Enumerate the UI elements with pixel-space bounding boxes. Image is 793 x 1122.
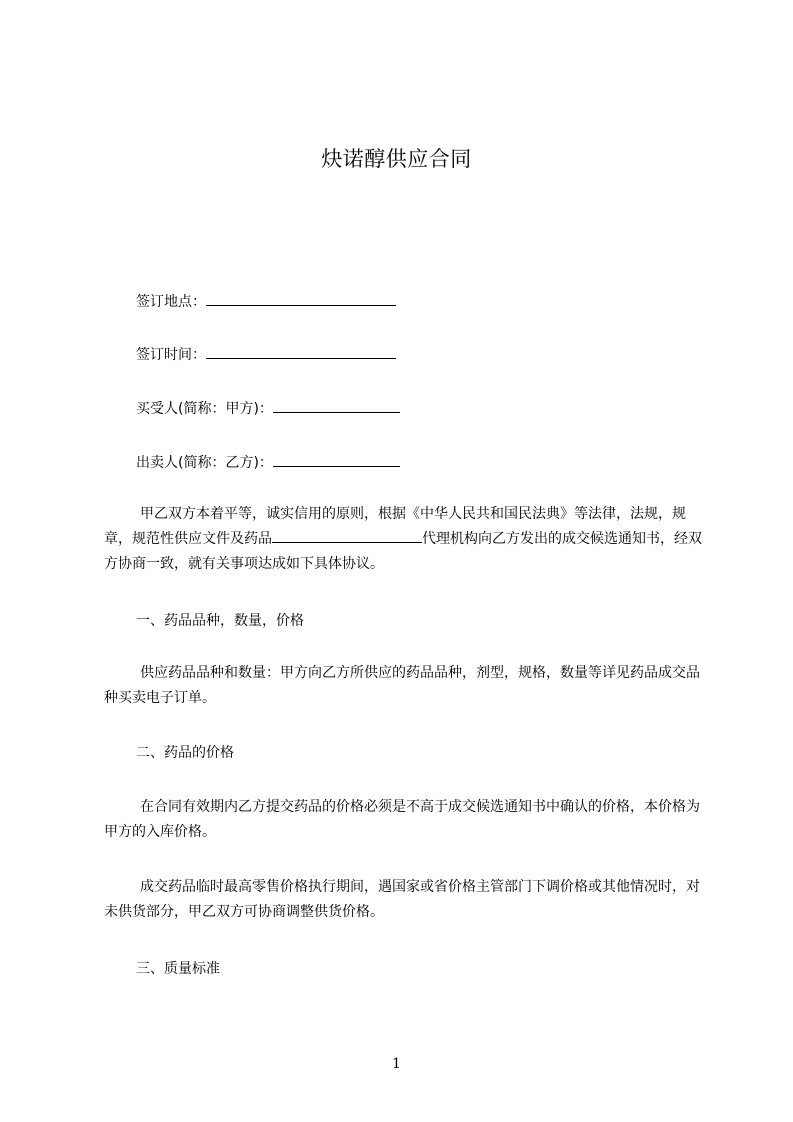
- section-3-heading: 三、质量标准: [136, 961, 220, 977]
- document-title: 炔诺醇供应合同: [321, 147, 472, 171]
- section-2-heading: 二、药品的价格: [136, 745, 234, 761]
- signing-time-line: [136, 344, 396, 365]
- intro-paragraph: [104, 502, 704, 577]
- signing-time-label: 签订时间：: [136, 347, 206, 363]
- signing-place-label: 签订地点：: [136, 294, 206, 310]
- agency-blank[interactable]: [272, 530, 422, 543]
- seller-label: 出卖人(简称：乙方)：: [136, 455, 273, 471]
- buyer-label: 买受人(简称：甲方)：: [136, 401, 273, 417]
- intro-text-part1: 甲乙双方本着平等，诚实信用的原则，根据《中华人民共和国民法典》等法律，法规，规章，规范性供应文件及药品: [104, 506, 686, 547]
- page-number: 1: [392, 1056, 401, 1072]
- section-1-heading: 一、药品品种，数量，价格: [136, 613, 304, 629]
- seller-line: [136, 452, 400, 473]
- section-2-paragraph-1: 在合同有效期内乙方提交药品的价格必须是不高于成交候选通知书中确认的价格，本价格为甲方的入库价格。: [104, 799, 700, 840]
- signing-place-line: [136, 291, 396, 312]
- section-1-paragraph: 供应药品品种和数量：甲方向乙方所供应的药品品种，剂型，规格，数量等详见药品成交品种买卖电子订单。: [104, 665, 700, 706]
- signing-time-blank[interactable]: [206, 344, 396, 359]
- buyer-line: [136, 398, 400, 419]
- intro-text-part2: 代理机构向乙方发出的成交候选通知书，经双方协商一致，就有关事项达成如下具体协议。: [104, 531, 702, 572]
- signing-place-blank[interactable]: [206, 291, 396, 306]
- section-2-paragraph-2: 成交药品临时最高零售价格执行期间，遇国家或省价格主管部门下调价格或其他情况时，对未供货部分，甲乙双方可协商调整供货价格。: [104, 879, 700, 920]
- seller-blank[interactable]: [273, 452, 400, 467]
- buyer-blank[interactable]: [273, 398, 400, 413]
